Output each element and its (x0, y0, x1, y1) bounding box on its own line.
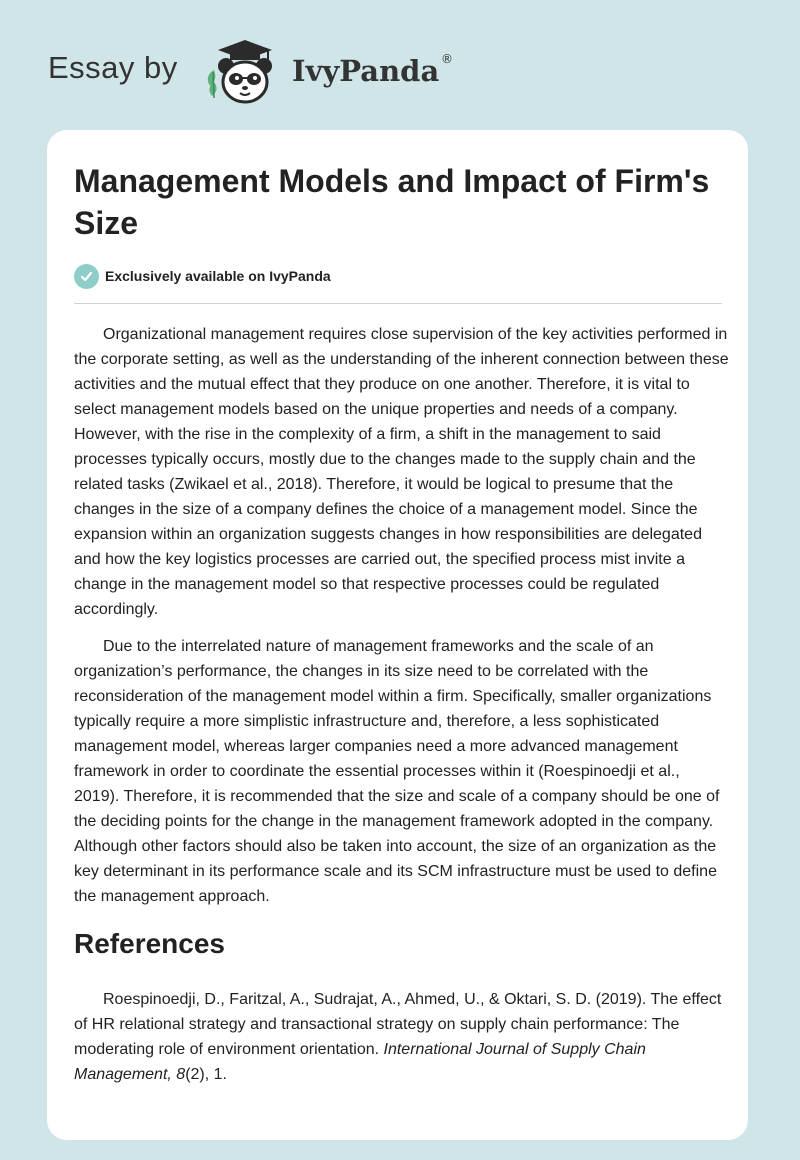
brand-prefix: Essay by (48, 50, 178, 85)
brand-name[interactable]: IvyPanda (292, 54, 440, 88)
panda-logo-icon[interactable] (200, 36, 290, 108)
site-header (0, 0, 800, 130)
check-icon (74, 264, 99, 289)
reference-entry (74, 987, 729, 1087)
reference-journal: International Journal of Supply Chain Management, 8 (74, 1041, 646, 1083)
registered-mark: ® (441, 52, 453, 66)
exclusive-badge (74, 263, 331, 289)
body-paragraph: Organizational management requires close supervision of the key activities performed in the corporate setting, as well as the understanding of the inherent connection between these activities and the mutual effect that they produce on one another. Therefore, it is vital to select management models based on the unique properties and needs of a company. However, with the rise in the complexity of a firm, a shift in the management to said processes typically occurs, mostly due to the changes made to the supply chain and the related tasks (Zwikael et al., 2018). Therefore, it would be logical to presume that the changes in the size of a company defines the choice of a management model. Since the expansion within an organization suggests changes in how responsibilities are delegated and how the key logistics processes are carried out, the specified process mist invite a change in the management model so that respective processes could be regulated accordingly. (74, 326, 729, 618)
references-heading: References (74, 928, 225, 959)
title-divider (74, 303, 722, 304)
reference-issue: (2), 1. (185, 1066, 227, 1083)
essay-body (74, 322, 729, 921)
reference-authors: Roespinoedji, D., Faritzal, A., Sudrajat, A., Ahmed, U., & Oktari, S. D. (2019). The effect of HR relational strategy and transactional strategy on supply chain performance: The moderating role of environment orientation. (74, 991, 722, 1058)
exclusive-badge-label: Exclusively available on IvyPanda (105, 268, 331, 284)
essay-title: Management Models and Impact of Firm's Size (74, 163, 710, 241)
body-paragraph: Due to the interrelated nature of management frameworks and the scale of an organization’s performance, the changes in its size need to be correlated with the reconsideration of the management model within a firm. Specifically, smaller organizations typically require a more simplistic infrastructure and, therefore, a less sophisticated management model, whereas larger companies need a more advanced management framework in order to coordinate the essential processes within it (Roespinoedji et al., 2019). Therefore, it is recommended that the size and scale of a company should be one of the deciding points for the change in the management framework adopted in the company. Although other factors should also be taken into account, the size of an organization as the key determinant in its performance scale and its SCM infrastructure must be used to define the management approach. (74, 638, 720, 905)
essay-card (47, 130, 748, 1140)
